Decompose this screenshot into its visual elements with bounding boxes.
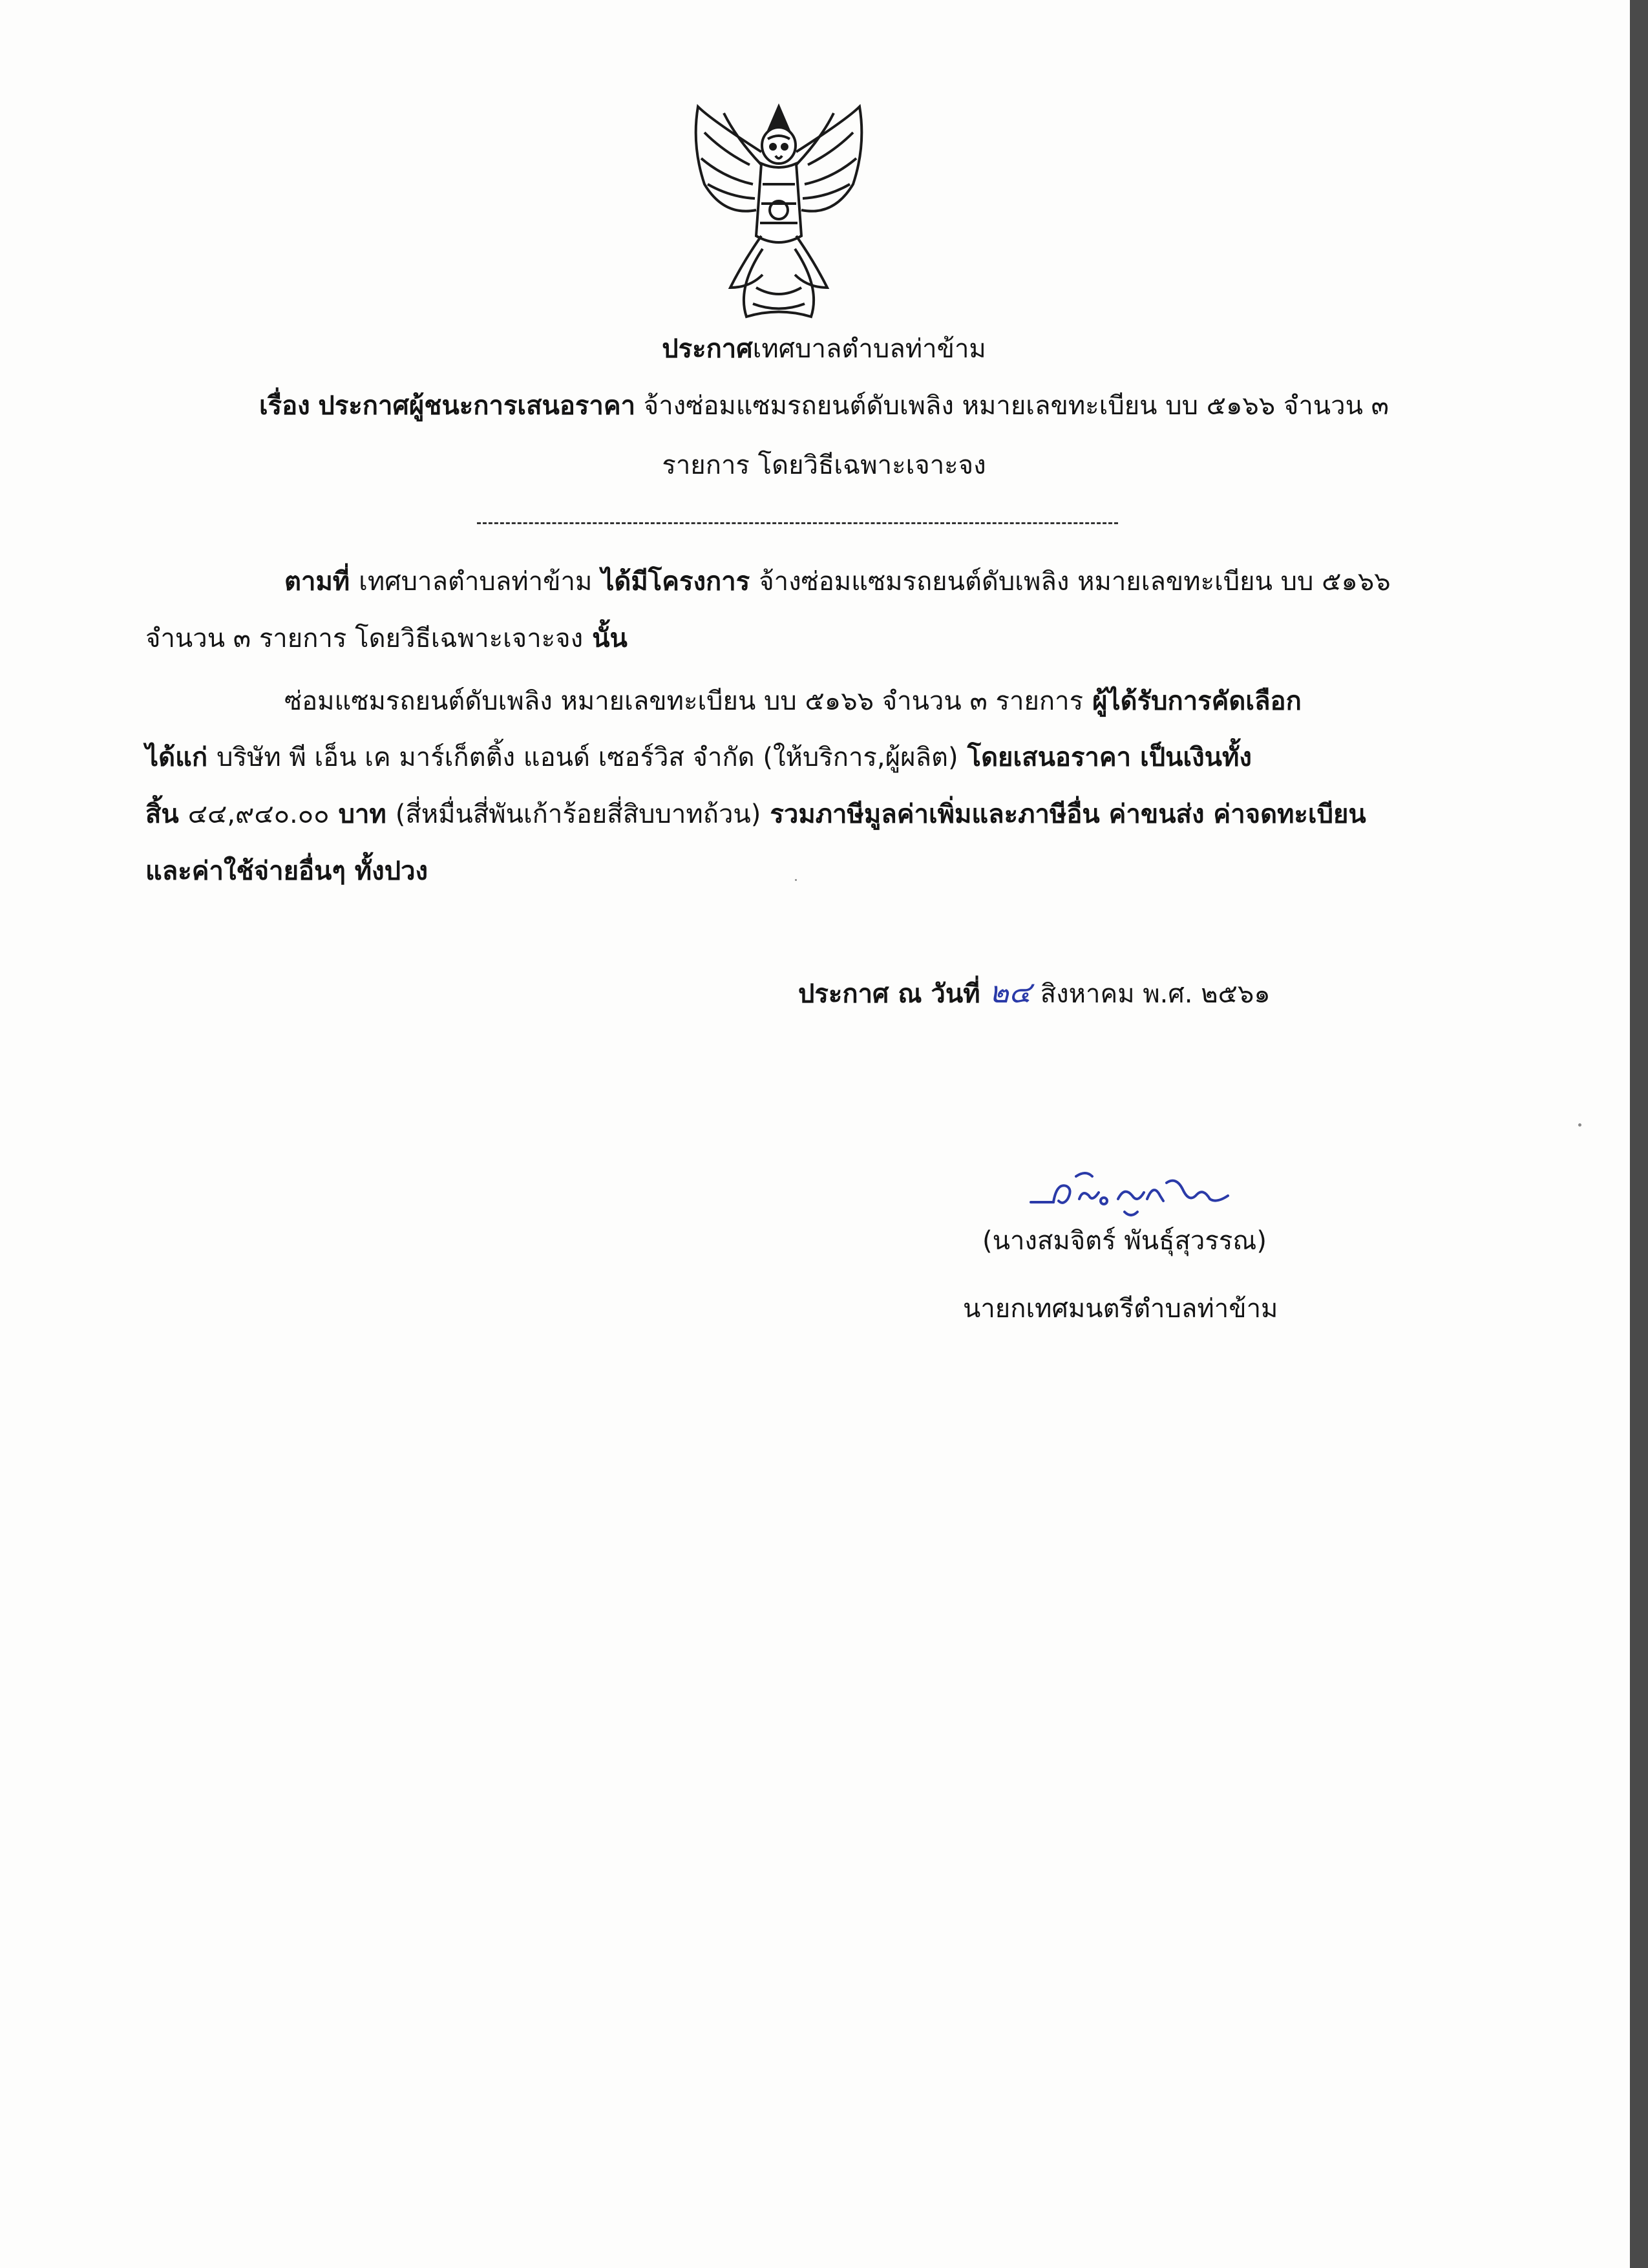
p2-baht: บาท (338, 800, 386, 829)
date-day-handwritten: ๒๔ (989, 975, 1031, 1010)
p1-quantity-method: จำนวน ๓ รายการ โดยวิธีเฉพาะเจาะจง (145, 624, 584, 653)
p2-inclusions: รวมภาษีมูลค่าเพิ่มและภาษีอื่น ค่าขนส่ง ค่าจดทะเบียน (770, 800, 1366, 829)
signatory-position (963, 1296, 1278, 1322)
scan-speck (1578, 1123, 1581, 1127)
handwritten-signature (1028, 1163, 1234, 1222)
subject-label: เรื่อง (259, 391, 310, 421)
title-rest: เทศบาลตำบลท่าข้าม (752, 334, 986, 364)
p2-company: บริษัท พี เอ็น เค มาร์เก็ตติ้ง แอนด์ เซอร์วิส จำกัด (ให้บริการ,ผู้ผลิต) (217, 743, 958, 772)
subject-line-2 (0, 452, 1648, 478)
subject-bold: ประกาศผู้ชนะการเสนอราคา (318, 391, 636, 421)
p2-namely: ได้แก่ (145, 743, 208, 772)
p2-total-suffix: สิ้น (145, 800, 179, 829)
p1-municipality: เทศบาลตำบลท่าข้าม (359, 567, 593, 597)
p1-project: ได้มีโครงการ (601, 567, 750, 597)
announcement-title (0, 336, 1648, 362)
date-month-year: สิงหาคม พ.ศ. ๒๕๖๑ (1040, 979, 1271, 1009)
announcement-date (798, 975, 1271, 1010)
p1-as: ตามที่ (284, 567, 350, 597)
p2-selected: ผู้ได้รับการคัดเลือก (1092, 686, 1302, 716)
garuda-emblem (685, 94, 872, 326)
p2-amount: ๔๔,๙๔๐.๐๐ (187, 800, 330, 829)
p2-bid-total: โดยเสนอราคา เป็นเงินทั้ง (967, 743, 1252, 772)
paragraph-2-line-3 (145, 801, 1366, 827)
paragraph-2-line-2 (145, 745, 1252, 770)
paragraph-1-line-2 (145, 626, 628, 652)
p1-project-desc: จ้างซ่อมแซมรถยนต์ดับเพลิง หมายเลขทะเบียน บบ ๕๑๖๖ (759, 567, 1391, 597)
signatory-name-text: (นางสมจิตร์ พันธุ์สุวรรณ) (982, 1226, 1267, 1256)
p1-closing: นั้น (592, 624, 628, 653)
date-prefix: ประกาศ ณ วันที่ (798, 979, 980, 1009)
p2-all-expenses: และค่าใช้จ่ายอื่นๆ ทั้งปวง (145, 856, 428, 886)
p2-item: ซ่อมแซมรถยนต์ดับเพลิง หมายเลขทะเบียน บบ ๕๑๖๖ จำนวน ๓ รายการ (284, 686, 1084, 716)
paragraph-1-line-1 (284, 569, 1391, 595)
subject-text-1: จ้างซ่อมแซมรถยนต์ดับเพลิง หมายเลขทะเบียน บบ ๕๑๖๖ จำนวน ๓ (643, 391, 1389, 421)
dashed-divider (477, 522, 1118, 524)
paragraph-2-line-1 (284, 688, 1302, 714)
title-bold: ประกาศ (662, 334, 753, 364)
scan-speck (795, 879, 797, 881)
p2-amount-words: (สี่หมื่นสี่พันเก้าร้อยสี่สิบบาทถ้วน) (395, 800, 761, 829)
subject-line-1 (0, 393, 1648, 419)
subject-text-2: รายการ โดยวิธีเฉพาะเจาะจง (662, 450, 986, 480)
signatory-position-text: นายกเทศมนตรีตำบลท่าข้าม (963, 1294, 1278, 1324)
paragraph-2-line-4 (145, 858, 428, 884)
signatory-name (982, 1228, 1267, 1254)
